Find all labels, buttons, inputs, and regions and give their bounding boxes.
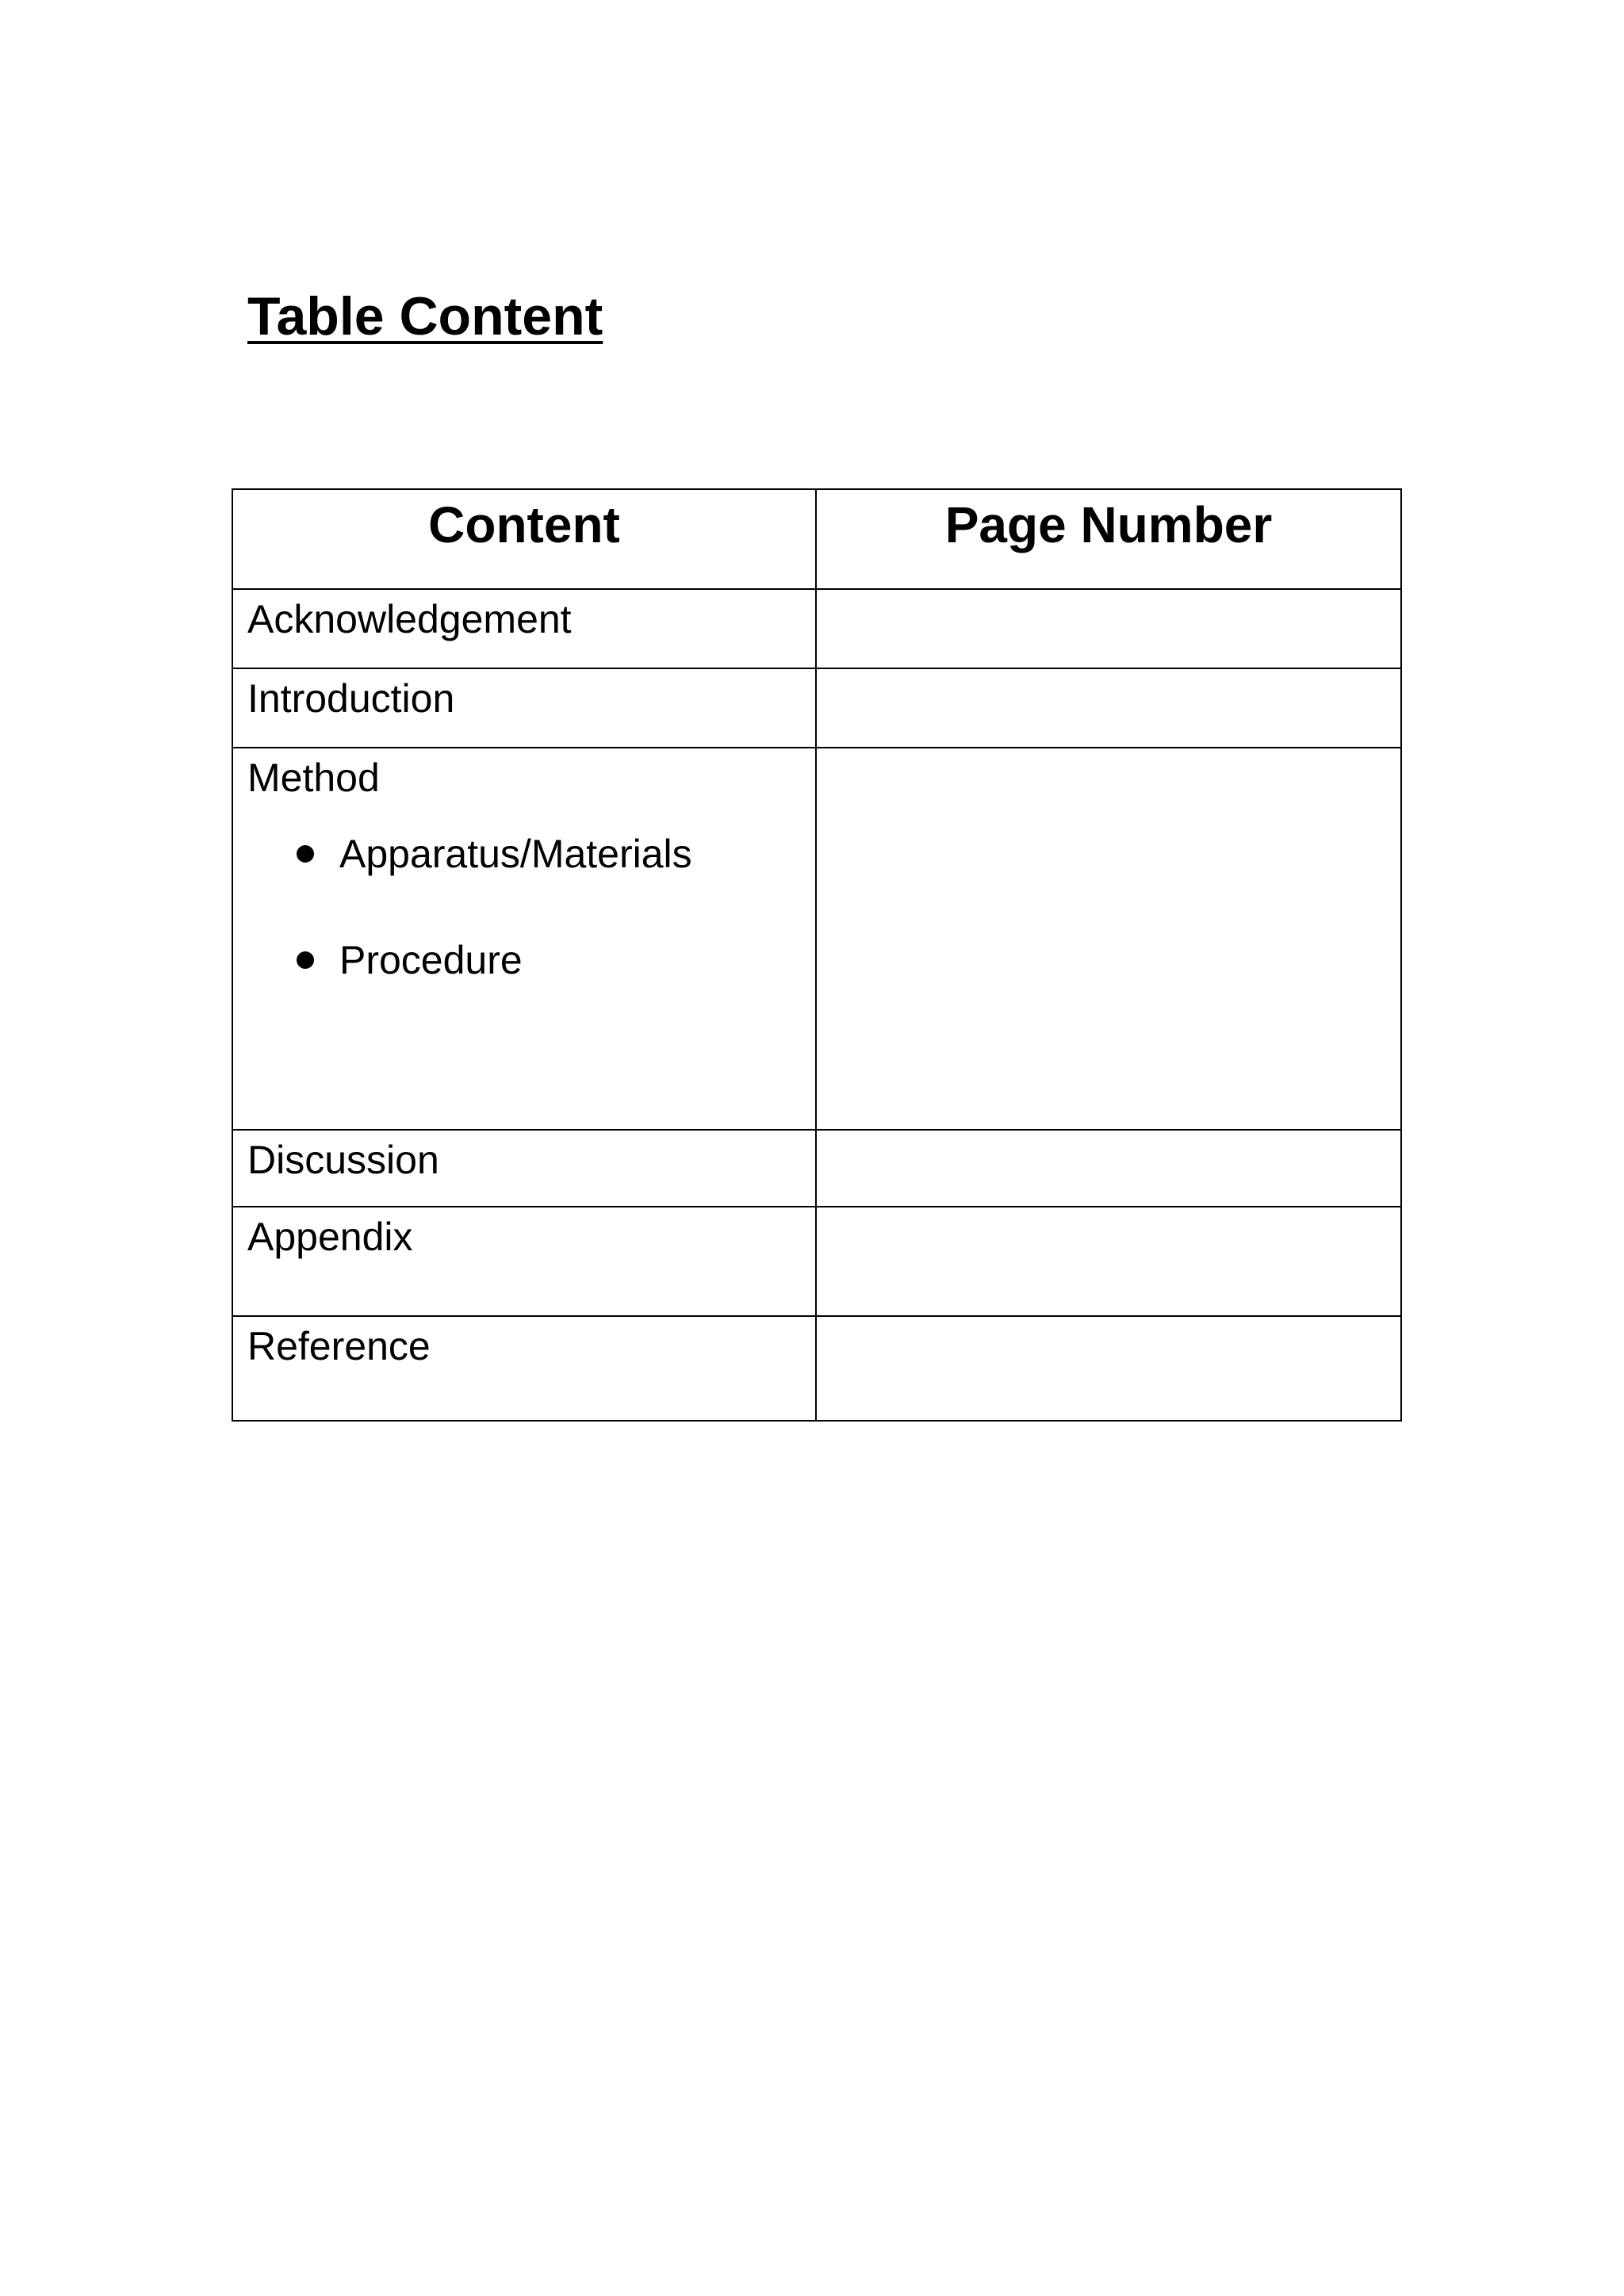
list-item xyxy=(297,834,815,874)
content-column-header: Content xyxy=(232,489,816,589)
sub-item-label: Procedure xyxy=(339,938,523,982)
content-cell xyxy=(232,668,816,748)
content-label: Discussion xyxy=(247,1138,439,1182)
bullet-icon xyxy=(297,845,314,863)
table-header-row xyxy=(232,489,1401,589)
content-cell xyxy=(232,1130,816,1207)
table-row xyxy=(232,668,1401,748)
bullet-icon xyxy=(297,951,314,969)
page-number-cell xyxy=(816,589,1401,668)
content-label: Reference xyxy=(247,1324,431,1368)
content-label: Method xyxy=(247,756,380,800)
table-row xyxy=(232,1316,1401,1421)
page-number-cell xyxy=(816,668,1401,748)
page-number-cell xyxy=(816,1130,1401,1207)
list-item xyxy=(297,940,815,980)
content-cell xyxy=(232,589,816,668)
table-of-contents xyxy=(232,488,1402,1422)
content-label: Appendix xyxy=(247,1215,413,1259)
table-row xyxy=(232,748,1401,1130)
table-row xyxy=(232,589,1401,668)
sub-item-label: Apparatus/Materials xyxy=(339,832,692,876)
content-label: Introduction xyxy=(247,676,455,721)
content-cell xyxy=(232,1316,816,1421)
content-cell xyxy=(232,748,816,1130)
page-number-cell xyxy=(816,748,1401,1130)
content-cell xyxy=(232,1207,816,1316)
page-number-cell xyxy=(816,1207,1401,1316)
method-sub-list xyxy=(233,834,815,980)
page-number-cell xyxy=(816,1316,1401,1421)
table-row xyxy=(232,1130,1401,1207)
page-title: Table Content xyxy=(247,286,603,346)
content-label: Acknowledgement xyxy=(247,597,572,641)
page-number-column-header: Page Number xyxy=(816,489,1401,589)
table-row xyxy=(232,1207,1401,1316)
